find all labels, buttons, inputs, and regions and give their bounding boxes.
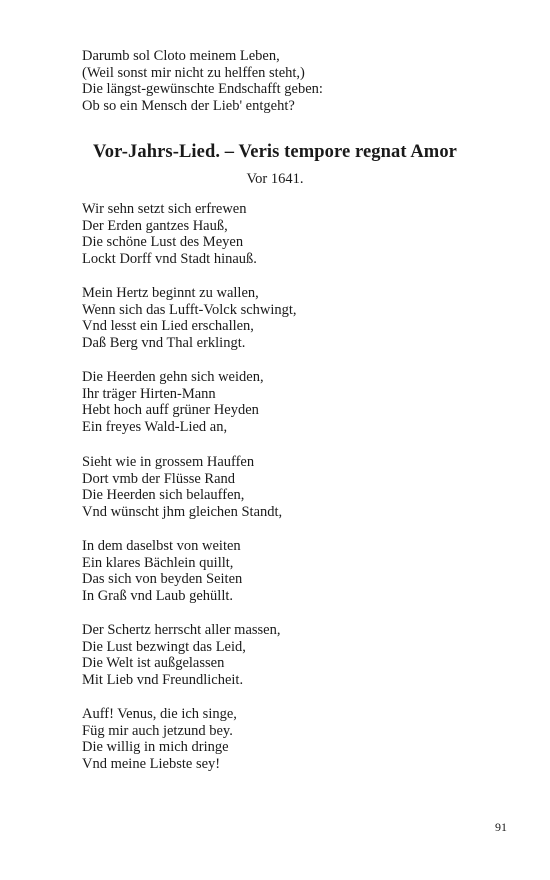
poem-title: Vor-Jahrs-Lied. – Veris tempore regnat Amor bbox=[93, 142, 457, 162]
stanza-line: Die Heerden sich belauffen, bbox=[82, 487, 245, 503]
stanza-line: Hebt hoch auff grüner Heyden bbox=[82, 402, 259, 418]
stanza-4 bbox=[82, 454, 282, 520]
stanza-line: Daß Berg vnd Thal erklingt. bbox=[82, 334, 246, 351]
intro-line-1: Darumb sol Cloto meinem Leben, bbox=[82, 48, 280, 64]
stanza-line: Mit Lieb vnd Freundlicheit. bbox=[82, 671, 244, 688]
stanza-line: Ihr träger Hirten-Mann bbox=[82, 385, 216, 402]
intro-stanza bbox=[82, 48, 323, 114]
stanza-line: Vnd wünscht jhm gleichen Standt, bbox=[82, 503, 283, 520]
stanza-7 bbox=[82, 706, 237, 772]
stanza-line: Sieht wie in grossem Hauffen bbox=[82, 454, 255, 470]
stanza-2 bbox=[82, 285, 297, 351]
stanza-line: Mein Hertz beginnt zu wallen, bbox=[82, 285, 259, 301]
stanza-line: Ein freyes Wald-Lied an, bbox=[82, 418, 228, 435]
stanza-3 bbox=[82, 369, 264, 435]
stanza-line: Vnd lesst ein Lied erschallen, bbox=[82, 318, 254, 334]
stanza-line: Vnd meine Liebste sey! bbox=[82, 755, 221, 772]
stanza-line: Auff! Venus, die ich singe, bbox=[82, 706, 237, 722]
poem-date: Vor 1641. bbox=[246, 171, 304, 187]
stanza-line: Dort vmb der Flüsse Rand bbox=[82, 470, 236, 487]
stanza-line: Füg mir auch jetzund bey. bbox=[82, 722, 233, 739]
stanza-6 bbox=[82, 622, 280, 688]
stanza-line: Lockt Dorff vnd Stadt hinauß. bbox=[82, 250, 257, 267]
intro-line-2: (Weil sonst mir nicht zu helffen steht,) bbox=[82, 64, 305, 81]
stanza-line: Ein klares Bächlein quillt, bbox=[82, 554, 234, 571]
stanza-line: Die Lust bezwingt das Leid, bbox=[82, 638, 246, 655]
stanza-line: Die schöne Lust des Meyen bbox=[82, 234, 244, 250]
stanza-line: Der Erden gantzes Hauß, bbox=[82, 217, 228, 234]
intro-line-3: Die längst-gewünschte Endschafft geben: bbox=[82, 81, 323, 97]
stanza-line: In Graß vnd Laub gehüllt. bbox=[82, 587, 234, 604]
intro-line-4: Ob so ein Mensch der Lieb' entgeht? bbox=[82, 97, 295, 114]
stanza-line: Die willig in mich dringe bbox=[82, 739, 229, 755]
stanza-line: Wir sehn setzt sich erfrewen bbox=[82, 201, 247, 217]
stanza-line: Das sich von beyden Seiten bbox=[82, 571, 243, 587]
stanza-line: Die Welt ist außgelassen bbox=[82, 655, 225, 671]
stanza-5 bbox=[82, 538, 242, 604]
page-number: 91 bbox=[495, 820, 507, 834]
stanza-line: Wenn sich das Lufft-Volck schwingt, bbox=[82, 301, 297, 318]
stanza-line: Die Heerden gehn sich weiden, bbox=[82, 369, 264, 385]
stanza-line: In dem daselbst von weiten bbox=[82, 538, 241, 554]
stanza-1 bbox=[82, 201, 257, 267]
stanza-line: Der Schertz herrscht aller massen, bbox=[82, 622, 281, 638]
